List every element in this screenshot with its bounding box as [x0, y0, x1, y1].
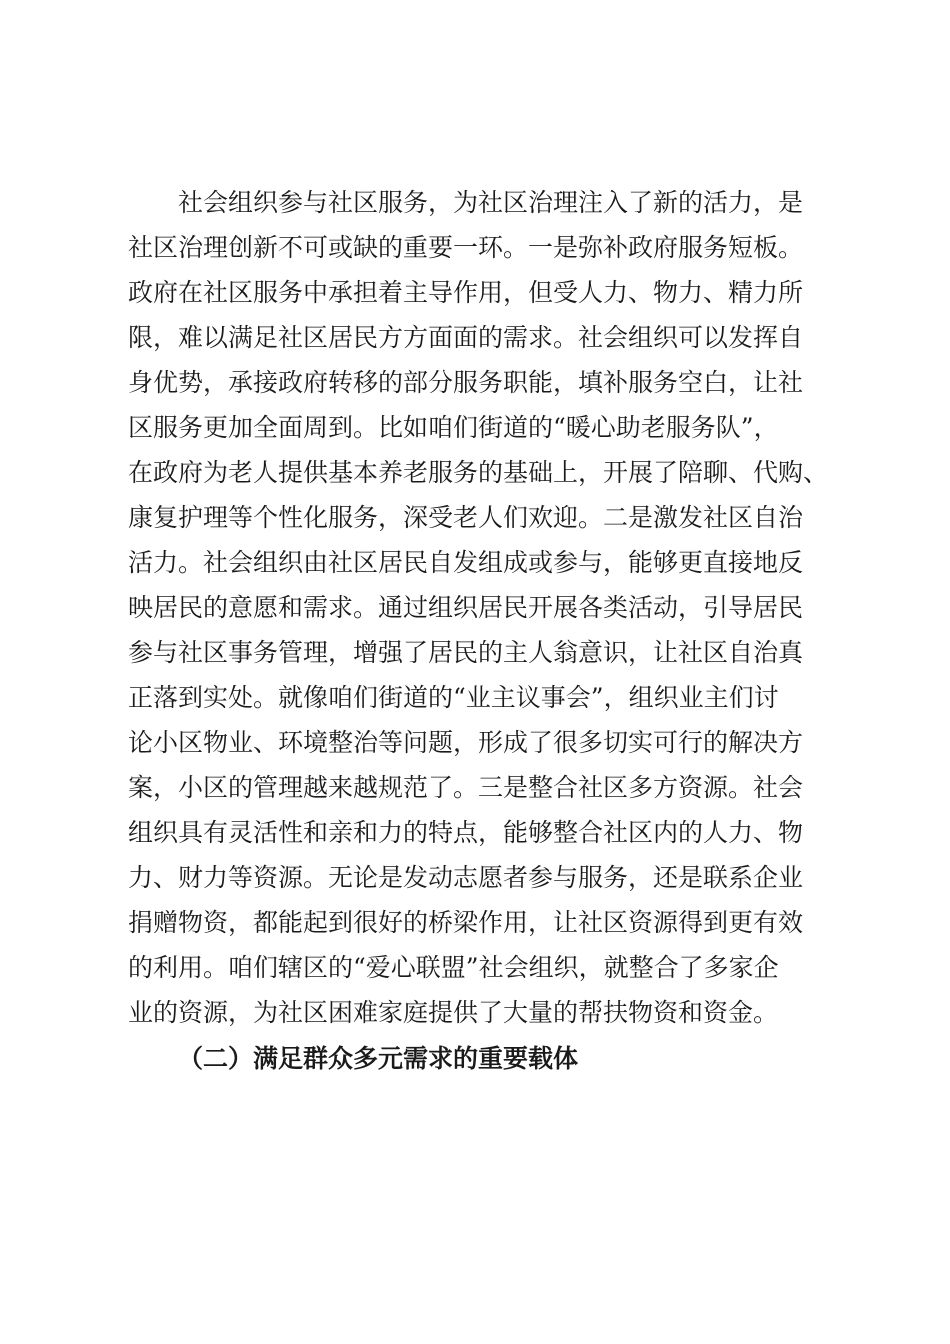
paragraph-line: 组织具有灵活性和亲和力的特点，能够整合社区内的人力、物 — [128, 818, 804, 847]
paragraph-line: 在政府为老人提供基本养老服务的基础上，开展了陪聊、代购、 — [128, 458, 829, 487]
paragraph-line: 参与社区事务管理，增强了居民的主人翁意识，让社区自治真 — [128, 638, 804, 667]
paragraph-line: 政府在社区服务中承担着主导作用，但受人力、物力、精力所 — [128, 278, 804, 307]
paragraph-line: 社会组织参与社区服务，为社区治理注入了新的活力，是 — [178, 188, 804, 217]
paragraph-line: 活力。社会组织由社区居民自发组成或参与，能够更直接地反 — [128, 548, 804, 577]
paragraph-line: 身优势，承接政府转移的部分服务职能，填补服务空白，让社 — [128, 368, 804, 397]
paragraph-line: 捐赠物资，都能起到很好的桥梁作用，让社区资源得到更有效 — [128, 908, 804, 937]
paragraph-line: 力、财力等资源。无论是发动志愿者参与服务，还是联系企业 — [128, 863, 804, 892]
paragraph-line: 社区治理创新不可或缺的重要一环。一是弥补政府服务短板。 — [128, 233, 804, 262]
paragraph-line: 区服务更加全面周到。比如咱们街道的“暖心助老服务队”， — [128, 413, 779, 442]
paragraph-line: 映居民的意愿和需求。通过组织居民开展各类活动，引导居民 — [128, 593, 804, 622]
paragraph-line: 康复护理等个性化服务，深受老人们欢迎。二是激发社区自治 — [128, 503, 804, 532]
body-paragraph — [128, 180, 868, 1035]
section-heading: （二）满足群众多元需求的重要载体 — [178, 1044, 579, 1073]
paragraph-line: 论小区物业、环境整治等问题，形成了很多切实可行的解决方 — [128, 728, 804, 757]
paragraph-line: 的利用。咱们辖区的“爱心联盟”社会组织，就整合了多家企 — [128, 953, 779, 982]
paragraph-line: 限，难以满足社区居民方方面面的需求。社会组织可以发挥自 — [128, 323, 804, 352]
paragraph-line: 业的资源，为社区困难家庭提供了大量的帮扶物资和资金。 — [128, 998, 779, 1027]
paragraph-line: 案，小区的管理越来越规范了。三是整合社区多方资源。社会 — [128, 773, 804, 802]
paragraph-line: 正落到实处。就像咱们街道的“业主议事会”，组织业主们讨 — [128, 683, 779, 712]
